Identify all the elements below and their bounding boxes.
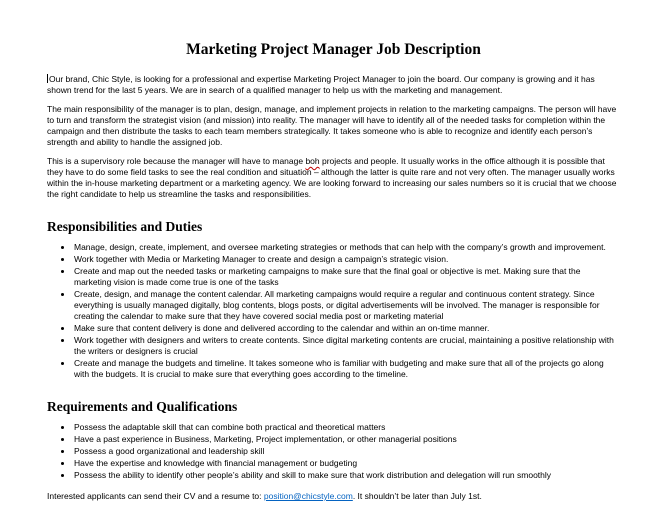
bullet-item: • Create and map out the needed tasks or marketing campaigns to make sure that the final goal or objective is met. Making sure that the marketing vision is made come true is one of the tasks bbox=[73, 266, 620, 288]
bullet-item: • Possess the ability to identify other people’s ability and skill to make sure that work distribution and delegation will run smoothly bbox=[73, 470, 620, 481]
bullet-item: • Manage, design, create, implement, and oversee marketing strategies or methods that can help with the company’s growth and improvement. bbox=[73, 242, 620, 253]
document-title: Marketing Project Manager Job Description bbox=[186, 41, 481, 58]
closing-text-before: Interested applicants can send their CV and a resume to: bbox=[47, 491, 264, 501]
bullet-item: • Create and manage the budgets and timeline. It takes someone who is familiar with budgeting and make sure that all of the projects go along with the budgets. It is crucial to make sure that everything goes according to the timeline. bbox=[73, 358, 620, 380]
requirements-bullet-list bbox=[47, 422, 620, 481]
misspelled-word: boh bbox=[305, 156, 320, 166]
paragraph-text: This is a supervisory role because the manager will have to manage bbox=[47, 156, 306, 166]
bullet-item: • Create, design, and manage the content calendar. All marketing campaigns would require a regular and continuous content strategy. Since everything is usually managed digitally, blog contents, blogs posts, or digital advertisements will be involved. The manager is responsible for creating the calendar to make sure that they have covered social media post or marketing material bbox=[73, 289, 620, 322]
section-heading-requirements: Requirements and Qualifications bbox=[47, 399, 238, 414]
closing-text-after: . It shouldn’t be later than July 1st. bbox=[352, 491, 482, 501]
section-responsibilities bbox=[47, 219, 620, 380]
email-link[interactable]: position@chicstyle.com bbox=[263, 491, 353, 501]
paragraph-text: projects and people. It usually works in the office although it is possible that they have to do some field tasks to see the real condition and situation – although the latter is quite rare and not very often. The manager usually works within the in-house marketing department or a marketing agency. We are looking forward to increasing our sales numbers so it is crucial that we choose the right candidate to help us streamline the tasks and responsibilities. bbox=[47, 156, 617, 199]
bullet-item: • Have a past experience in Business, Marketing, Project implementation, or other managerial positions bbox=[73, 434, 620, 445]
bullet-item: • Work together with designers and writers to create contents. Since digital marketing contents are crucial, maintaining a positive relationship with the writers or designers is crucial bbox=[73, 335, 620, 357]
intro-paragraph-1 bbox=[47, 74, 620, 96]
intro-paragraph-3 bbox=[47, 156, 620, 200]
bullet-item: • Possess a good organizational and leadership skill bbox=[73, 446, 620, 457]
section-requirements bbox=[47, 399, 620, 481]
closing-paragraph bbox=[47, 491, 620, 502]
responsibilities-bullet-list bbox=[47, 242, 620, 380]
bullet-item: • Make sure that content delivery is done and delivered according to the calendar and within an on-time manner. bbox=[73, 323, 620, 334]
paragraph-text: Our brand, Chic Style, is looking for a professional and expertise Marketing Project Manager to join the board. Our company is growing and it has shown trend for the last 5 years. We are in search of a qualified manager to help us with the marketing and management. bbox=[47, 74, 595, 95]
intro-paragraph-2: The main responsibility of the manager is to plan, design, manage, and implement projects in relation to the marketing campaigns. The person will have to turn and transform the strategist vision (and mission) into reality. The manager will have to identify all of the needed tasks for completion within the campaign and then distribute the tasks to each team members strategically. It takes someone who is able to recognize and identify each person’s strength and ability to handle the assigned job. bbox=[47, 104, 617, 147]
text-cursor bbox=[47, 74, 48, 83]
bullet-item: • Possess the adaptable skill that can combine both practical and theoretical matters bbox=[73, 422, 620, 433]
section-heading-responsibilities: Responsibilities and Duties bbox=[47, 219, 203, 234]
bullet-item: • Have the expertise and knowledge with financial management or budgeting bbox=[73, 458, 620, 469]
bullet-item: • Work together with Media or Marketing Manager to create and design a campaign’s strategic vision. bbox=[73, 254, 620, 265]
